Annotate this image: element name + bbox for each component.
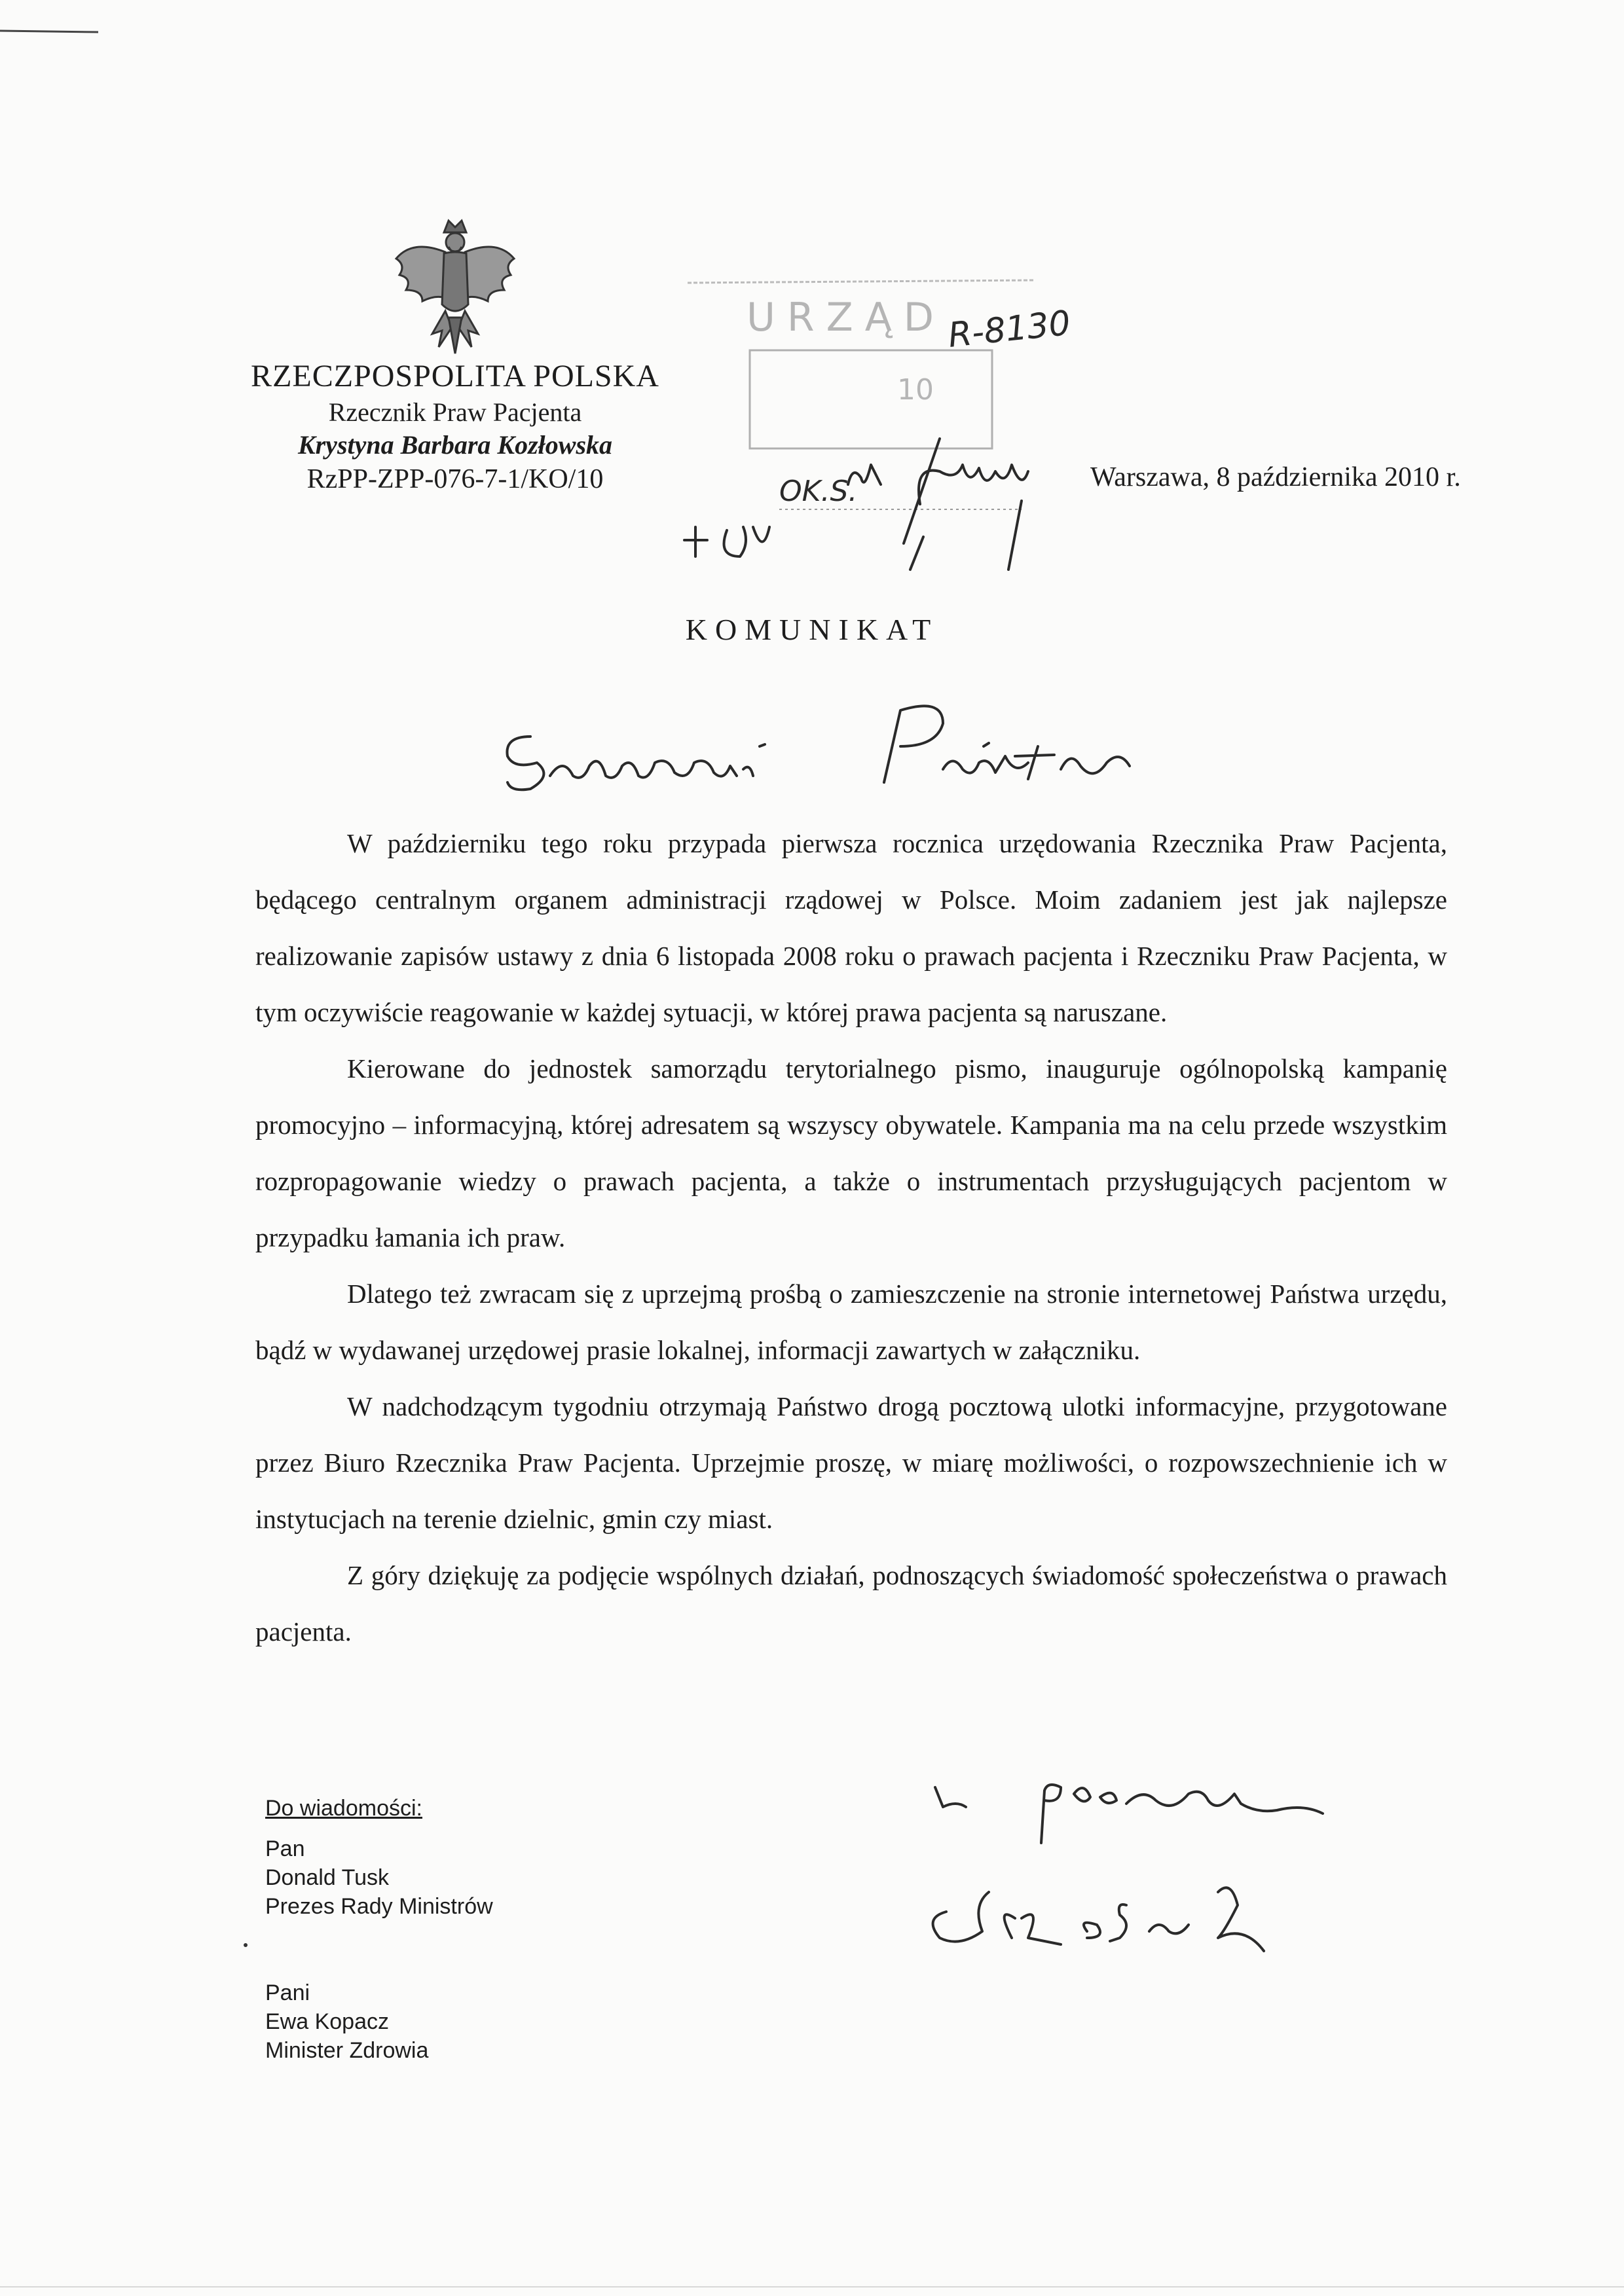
document-title: KOMUNIKAT (685, 613, 939, 646)
letter-body (255, 815, 1447, 1660)
polish-eagle-emblem-icon (386, 213, 524, 360)
svg-text:10: 10 (897, 373, 934, 407)
cc-recipient (265, 1978, 493, 2065)
registration-stamp (681, 268, 1073, 570)
place-and-date: Warszawa, 8 października 2010 r. (1090, 462, 1461, 492)
recipient-salutation: Pani (265, 1980, 310, 2005)
recipient-role: Prezes Rady Ministrów (265, 1894, 493, 1919)
body-paragraph: W październiku tego roku przypada pierwsza rocznica urzędowania Rzecznika Praw Pacjenta, będącego centralnym organem administracji rządowej w Polsce. Moim zadaniem jest jak najlepsze realizowanie zapisów ustawy z dnia 6 listopada 2008 roku o prawach pacjenta i Rzeczniku Praw Pacjenta, w tym oczywiście reagowanie w każdej sytuacji, w której prawa pacjenta są naruszane. (255, 828, 1447, 1027)
body-paragraph: Z góry dziękuję za podjęcie wspólnych działań, podnoszących świadomość społeczeństwa o prawach pacjenta. (255, 1560, 1447, 1647)
svg-text:URZĄD: URZĄD (747, 295, 946, 340)
country-name: RZECZPOSPOLITA POLSKA (251, 359, 659, 393)
issuer-block (219, 357, 691, 497)
scan-speck (244, 1943, 248, 1947)
official-name: Krystyna Barbara Kozłowska (297, 430, 613, 460)
office-name: Rzecznik Praw Pacjenta (328, 397, 582, 427)
body-paragraph: W nadchodzącym tygodniu otrzymają Państwo drogą pocztową ulotki informacyjne, przygotowane przez Biuro Rzecznika Praw Pacjenta. Uprzejmie proszę, w miarę możliwości, o rozpowszechnienie ich w instytucjach na terenie dzielnic, gmin czy miast. (255, 1391, 1447, 1534)
body-paragraph: Kierowane do jednostek samorządu terytorialnego pismo, inauguruje ogólnopolską kampanię promocyjno – informacyjną, której adresatem są wszyscy obywatele. Kampania ma na celu przede wszystkim rozpropagowanie wiedzy o prawach pacjenta, a także o instrumentach przysługujących pacjentom w przypadku łamania ich praw. (255, 1053, 1447, 1252)
recipient-name: Donald Tusk (265, 1865, 389, 1890)
handwritten-salutation (491, 684, 1139, 809)
cc-recipient (265, 1834, 493, 1921)
reference-number: RzPP-ZPP-076-7-1/KO/10 (306, 464, 604, 494)
cc-block (265, 1794, 493, 2065)
scan-edge-mark (0, 25, 105, 29)
cc-label: Do wiadomości: (265, 1796, 422, 1821)
body-paragraph: Dlatego też zwracam się z uprzejmą prośbą o zamieszczenie na stronie internetowej Państwa urzędu, bądź w wydawanej urzędowej prasie lokalnej, informacji zawartych w załączniku. (255, 1279, 1447, 1365)
recipient-role: Minister Zdrowia (265, 2038, 429, 2063)
recipient-salutation: Pan (265, 1836, 305, 1861)
office-marking-handwritten: OK.S. (779, 475, 858, 508)
page-bottom-edge (0, 2286, 1624, 2287)
recipient-name: Ewa Kopacz (265, 2009, 389, 2034)
handwritten-signature (910, 1741, 1408, 1958)
registration-number-handwritten: R-8130 (946, 303, 1073, 355)
